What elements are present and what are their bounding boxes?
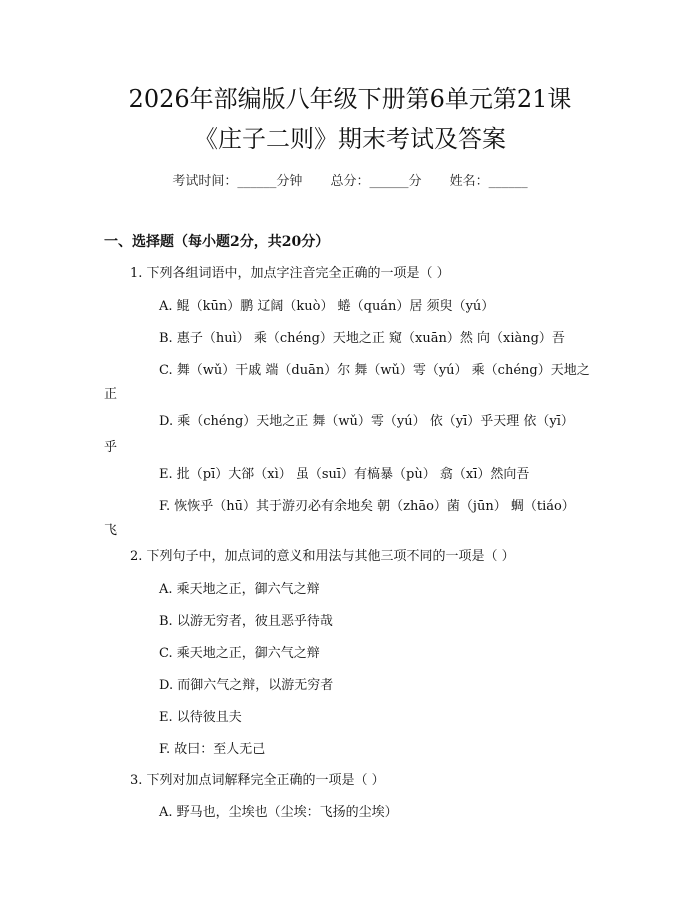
question-2-option-b: B. 以游无穷者，彼且恶乎待哉 bbox=[159, 614, 333, 629]
question-1-option-d: D. 乘（chéng）天地之正 舞（wǔ）雩（yú） 依（yī）乎天理 依（yī） bbox=[159, 414, 574, 429]
exam-name: 姓名：______ bbox=[449, 174, 528, 189]
question-2-option-e: E. 以待彼且夫 bbox=[159, 710, 242, 725]
question-2-option-c: C. 乘天地之正，御六气之辩 bbox=[159, 646, 320, 661]
question-2-option-f: F. 故曰：至人无己 bbox=[159, 742, 266, 757]
question-3-option-a: A. 野马也，尘埃也（尘埃：飞扬的尘埃） bbox=[159, 805, 398, 820]
question-1-option-c-continued: 正 bbox=[104, 387, 118, 402]
question-2-stem: 2. 下列句子中，加点词的意义和用法与其他三项不同的一项是（ ） bbox=[130, 549, 515, 564]
page-title-line-2: 《庄子二则》期末考试及答案 bbox=[194, 125, 506, 153]
question-2-option-d: D. 而御六气之辩，以游无穷者 bbox=[159, 678, 334, 693]
page-title-line-1: 2026年部编版八年级下册第6单元第21课 bbox=[128, 85, 572, 113]
question-1-option-d-continued: 乎 bbox=[104, 440, 118, 455]
question-1-option-a: A. 鲲（kūn）鹏 辽阔（kuò） 蜷（quán）居 须臾（yú） bbox=[159, 299, 495, 314]
question-1-option-b: B. 惠子（huì） 乘（chéng）天地之正 窥（xuān）然 向（xiàng）吾 bbox=[159, 331, 565, 346]
exam-time: 考试时间：______分钟 bbox=[172, 174, 303, 189]
exam-score: 总分：______分 bbox=[330, 174, 422, 189]
question-1-option-f: F. 恢恢乎（hū）其于游刃必有余地矣 朝（zhāo）菌（jūn） 蜩（tiáo） bbox=[159, 499, 575, 514]
question-2-option-a: A. 乘天地之正，御六气之辩 bbox=[159, 582, 320, 597]
question-1-option-e: E. 批（pī）大郤（xì） 虽（suī）有槁暴（pù） 翕（xī）然向吾 bbox=[159, 467, 530, 482]
question-3-stem: 3. 下列对加点词解释完全正确的一项是（ ） bbox=[130, 773, 385, 788]
question-1-option-c: C. 舞（wǔ）干戚 端（duān）尔 舞（wǔ）雩（yú） 乘（chéng）天地之 bbox=[159, 363, 590, 378]
question-1-option-f-continued: 飞 bbox=[104, 523, 118, 538]
question-1-stem: 1. 下列各组词语中，加点字注音完全正确的一项是（ ） bbox=[130, 266, 450, 281]
section-heading-choice: 一、选择题（每小题2分，共20分） bbox=[104, 234, 330, 250]
exam-meta bbox=[0, 170, 700, 189]
